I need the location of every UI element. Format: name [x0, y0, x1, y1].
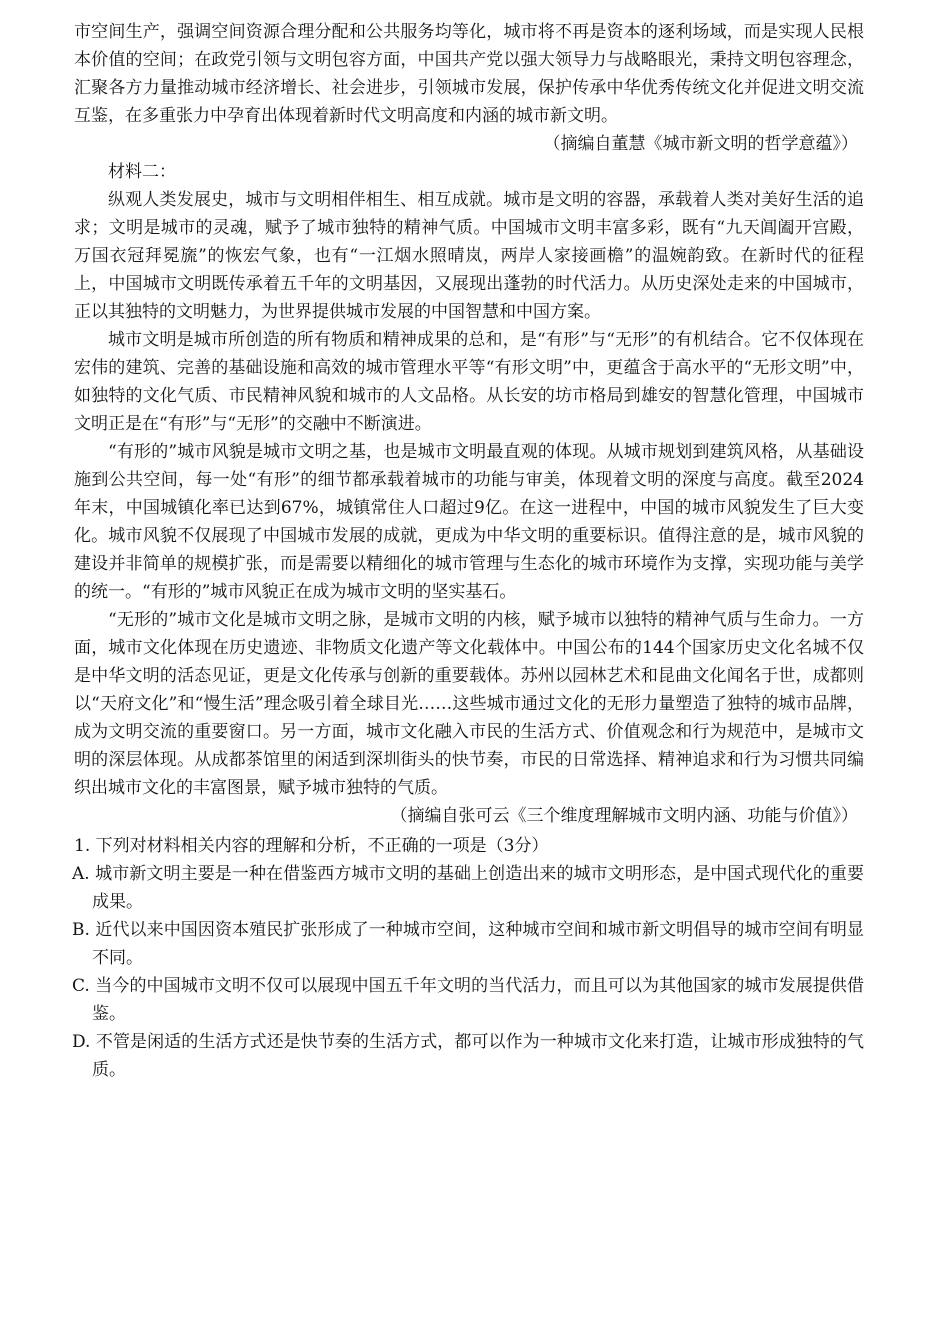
question-1: [74, 832, 864, 1084]
material-2-paragraph: 城市文明是城市所创造的所有物质和精神成果的总和，是“有形”与“无形”的有机结合。它不仅体现在宏伟的建筑、完善的基础设施和高效的城市管理水平等“有形文明”中，更蕴含于高水平的“无形文明”中，如独特的文化气质、市民精神风貌和城市的人文品格。从长安的坊市格局到雄安的智慧化管理，中国城市文明正是在“有形”与“无形”的交融中不断演进。: [74, 330, 864, 434]
question-stem: 1. 下列对材料相关内容的理解和分析，不正确的一项是（3分）: [74, 836, 549, 856]
source-citation-2: （摘编自张可云《三个维度理解城市文明内涵、功能与价值》）: [390, 806, 858, 826]
material-2-label: 材料二：: [108, 162, 176, 182]
material-2-paragraph: 纵观人类发展史，城市与文明相伴相生、相互成就。城市是文明的容器，承载着人类对美好生活的追求；文明是城市的灵魂，赋予了城市独特的精神气质。中国城市文明丰富多彩，既有“九天阊阖开宫殿，万国衣冠拜冕旒”的恢宏气象，也有“一江烟水照晴岚，两岸人家接画檐”的温婉韵致。在新时代的征程上，中国城市文明既传承着五千年的文明基因，又展现出蓬勃的时代活力。从历史深处走来的中国城市，正以其独特的文明魅力，为世界提供城市发展的中国智慧和中国方案。: [74, 190, 864, 322]
option-d[interactable]: D. 不管是闲适的生活方式还是快节奏的生活方式，都可以作为一种城市文化来打造，让城市形成独特的气质。: [72, 1032, 864, 1080]
intro-paragraph: 市空间生产，强调空间资源合理分配和公共服务均等化，城市将不再是资本的逐利场域，而是实现人民根本价值的空间；在政党引领与文明包容方面，中国共产党以强大领导力与战略眼光，秉持文明包容理念，汇聚各方力量推动城市经济增长、社会进步，引领城市发展，保护传承中华优秀传统文化并促进文明交流互鉴，在多重张力中孕育出体现着新时代文明高度和内涵的城市新文明。: [74, 22, 864, 126]
option-c[interactable]: C. 当今的中国城市文明不仅可以展现中国五千年文明的当代活力，而且可以为其他国家的城市发展提供借鉴。: [72, 976, 864, 1024]
reading-passage: [74, 18, 864, 1084]
material-2-paragraph: “有形的”城市风貌是城市文明之基，也是城市文明最直观的体现。从城市规划到建筑风格，从基础设施到公共空间，每一处“有形”的细节都承载着城市的功能与审美，体现着文明的深度与高度。截至2024年末，中国城镇化率已达到67%，城镇常住人口超过9亿。在这一进程中，中国的城市风貌发生了巨大变化。城市风貌不仅展现了中国城市发展的成就，更成为中华文明的重要标识。值得注意的是，城市风貌的建设并非简单的规模扩张，而是需要以精细化的城市管理与生态化的城市环境作为支撑，实现功能与美学的统一。“有形的”城市风貌正在成为城市文明的坚实基石。: [74, 442, 864, 602]
option-b[interactable]: B. 近代以来中国因资本殖民扩张形成了一种城市空间，这种城市空间和城市新文明倡导的城市空间有明显不同。: [72, 920, 864, 968]
material-2-paragraph: “无形的”城市文化是城市文明之脉，是城市文明的内核，赋予城市以独特的精神气质与生命力。一方面，城市文化体现在历史遗迹、非物质文化遗产等文化载体中。中国公布的144个国家历史文化名城不仅是中华文明的活态见证，更是文化传承与创新的重要载体。苏州以园林艺术和昆曲文化闻名于世，成都则以“天府文化”和“慢生活”理念吸引着全球目光……这些城市通过文化的无形力量塑造了独特的城市品牌，成为文明交流的重要窗口。另一方面，城市文化融入市民的生活方式、价值观念和行为规范中，是城市文明的深层体现。从成都茶馆里的闲适到深圳街头的快节奏，市民的日常选择、精神追求和行为习惯共同编织出城市文化的丰富图景，赋予城市独特的气质。: [74, 610, 864, 798]
source-citation-1: （摘编自董慧《城市新文明的哲学意蕴》）: [543, 134, 858, 154]
option-a[interactable]: A. 城市新文明主要是一种在借鉴西方城市文明的基础上创造出来的城市文明形态，是中国式现代化的重要成果。: [72, 864, 864, 912]
